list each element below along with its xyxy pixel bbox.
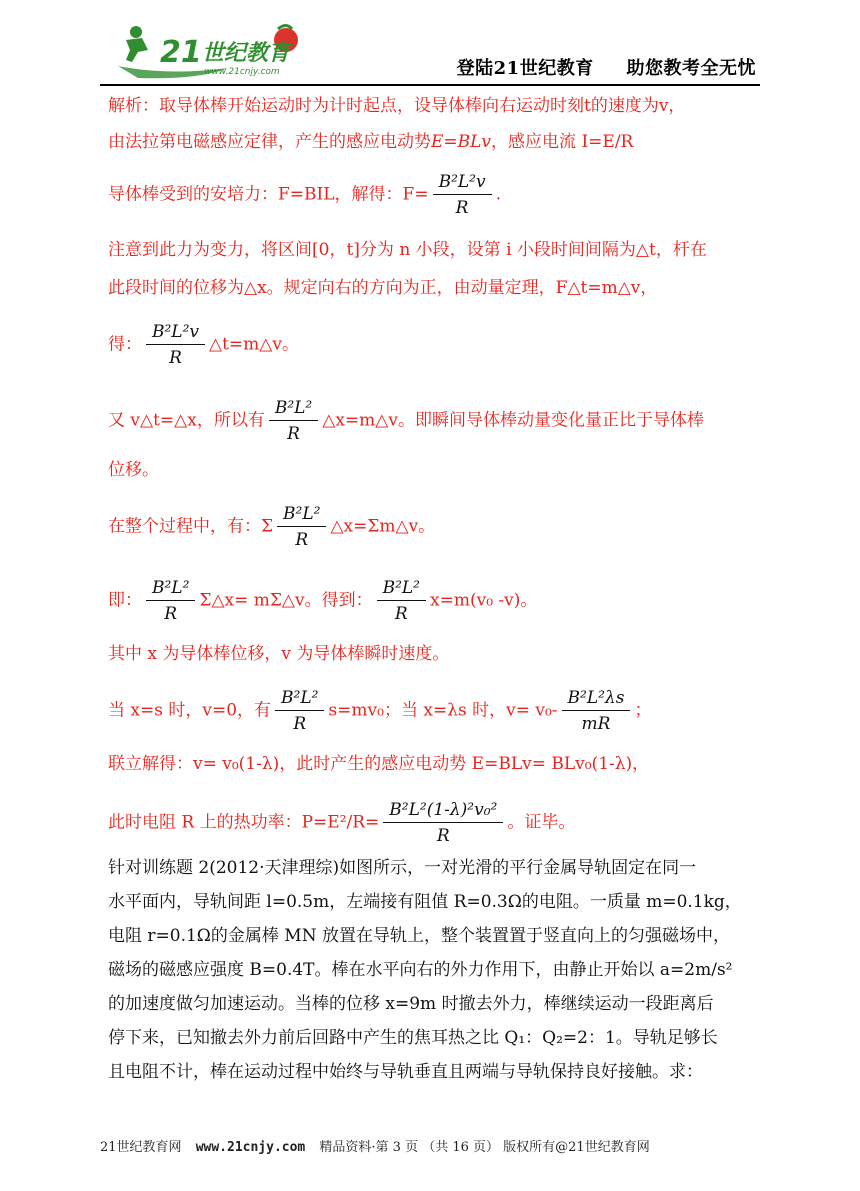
numerator: B²L²	[275, 688, 324, 711]
denominator: R	[455, 198, 469, 218]
fraction	[277, 504, 326, 550]
problem-line-5: 的加速度做匀加速运动。当棒的位移 x=9m 时撤去外力，棒继续运动一段距离后	[108, 994, 714, 1014]
problem-line-2: 水平面内，导轨间距 l=0.5m，左端接有阻值 R=0.3Ω的电阻。一质量 m=0.1kg，	[108, 892, 742, 912]
site-logo	[108, 18, 313, 82]
header-slogan-1: 登陆21世纪教育	[456, 58, 594, 79]
text: x=m(v₀ -v)。	[430, 590, 538, 611]
text: 得：	[108, 334, 142, 355]
text: s=mv₀；当 x=λs 时，v= v₀-	[328, 700, 558, 721]
numerator: B²L²	[269, 398, 318, 421]
text: △x=m△v。即瞬间导体棒动量变化量正比于导体棒	[322, 410, 704, 431]
text: 即：	[108, 590, 142, 611]
footer-page-info: 精品资料·第 3 页 （共 16 页） 版权所有@21世纪教育网	[319, 1140, 650, 1155]
solution-line-1: 解析：取导体棒开始运动时为计时起点，设导体棒向右运动时刻t的速度为v，	[108, 96, 686, 116]
fraction	[269, 398, 318, 444]
denominator: R	[293, 714, 307, 734]
numerator: B²L²v	[433, 172, 492, 195]
solution-line-13: 联立解得：v= v₀(1-λ)，此时产生的感应电动势 E=BLv= BLv₀(1-λ)，	[108, 754, 650, 774]
page-footer	[100, 1136, 760, 1155]
footer-site-name: 21世纪教育网	[100, 1140, 182, 1155]
fraction	[433, 172, 492, 218]
numerator: B²L²	[146, 578, 195, 601]
emf-formula: E=BLv	[431, 132, 492, 152]
svg-text:21: 21	[160, 35, 202, 70]
solution-line-10	[108, 578, 537, 624]
fraction	[146, 322, 205, 368]
denominator: R	[394, 604, 408, 624]
solution-line-9	[108, 504, 435, 550]
logo-url: www.21cnjy.com	[204, 67, 280, 77]
svg-text:世纪教育: 世纪教育	[202, 41, 291, 66]
fraction	[562, 688, 631, 734]
header-slogan	[431, 54, 756, 80]
text: ，感应电流 I=E/R	[491, 132, 634, 152]
text: △t=m△v。	[209, 334, 299, 355]
page-header	[100, 0, 760, 86]
text: 由法拉第电磁感应定律，产生的感应电动势	[108, 132, 431, 152]
problem-line-1: 针对训练题 2(2012·天津理综)如图所示，一对光滑的平行金属导轨固定在同一	[108, 858, 697, 878]
numerator: B²L²λs	[562, 688, 631, 711]
text: 此时电阻 R 上的热功率：P=E²/R=	[108, 812, 380, 833]
fraction	[146, 578, 195, 624]
solution-line-14	[108, 800, 575, 846]
solution-line-11: 其中 x 为导体棒位移，v 为导体棒瞬时速度。	[108, 644, 450, 664]
text: 又 v△t=△x，所以有	[108, 410, 265, 431]
numerator: B²L²v	[146, 322, 205, 345]
footer-site-url[interactable]: www.21cnjy.com	[195, 1140, 306, 1155]
denominator: R	[436, 826, 450, 846]
fraction	[275, 688, 324, 734]
numerator: B²L²	[377, 578, 426, 601]
header-slogan-2: 助您教考全无忧	[626, 58, 756, 79]
problem-line-4: 磁场的磁感应强度 B=0.4T。棒在水平向右的外力作用下，由静止开始以 a=2m/s²	[108, 960, 733, 980]
denominator: R	[295, 530, 309, 550]
problem-line-3: 电阻 r=0.1Ω的金属棒 MN 放置在导轨上，整个装置置于竖直向上的匀强磁场中，	[108, 926, 730, 946]
denominator: R	[164, 604, 178, 624]
denominator: mR	[581, 714, 611, 734]
solution-line-8: 位移。	[108, 460, 159, 480]
numerator: B²L²	[277, 504, 326, 527]
text: ；	[634, 700, 652, 721]
problem-line-6: 停下来，已知撤去外力前后回路中产生的焦耳热之比 Q₁：Q₂=2：1。导轨足够长	[108, 1028, 718, 1048]
text: 导体棒受到的安培力：F=BIL，解得：F=	[108, 184, 429, 205]
fraction	[383, 800, 503, 846]
text: △x=Σm△v。	[330, 516, 436, 537]
solution-line-7	[108, 398, 704, 444]
solution-line-5: 此段时间的位移为△x。规定向右的方向为正，由动量定理，F△t=m△v，	[108, 278, 658, 298]
solution-line-12	[108, 688, 651, 734]
text: 。证毕。	[507, 812, 576, 833]
solution-line-2	[108, 132, 633, 152]
text: 在整个过程中，有：Σ	[108, 516, 274, 537]
denominator: R	[169, 348, 182, 368]
fraction	[377, 578, 426, 624]
text: 当 x=s 时，v=0，有	[108, 700, 272, 721]
solution-line-6	[108, 322, 299, 368]
text: Σ△x= mΣ△v。得到：	[199, 590, 373, 611]
denominator: R	[287, 424, 300, 444]
header-divider	[100, 84, 760, 86]
numerator: B²L²(1-λ)²v₀²	[383, 800, 503, 823]
solution-line-3: 导体棒受到的安培力：F=BIL，解得：F= $\frac{\text{B²L²v}}{R}$ .	[108, 172, 501, 218]
solution-line-4: 注意到此力为变力，将区间[0，t]分为 n 小段，设第 i 小段时间间隔为△t，杆在	[108, 240, 707, 260]
problem-line-7: 且电阻不计，棒在运动过程中始终与导轨垂直且两端与导轨保持良好接触。求：	[108, 1062, 703, 1082]
